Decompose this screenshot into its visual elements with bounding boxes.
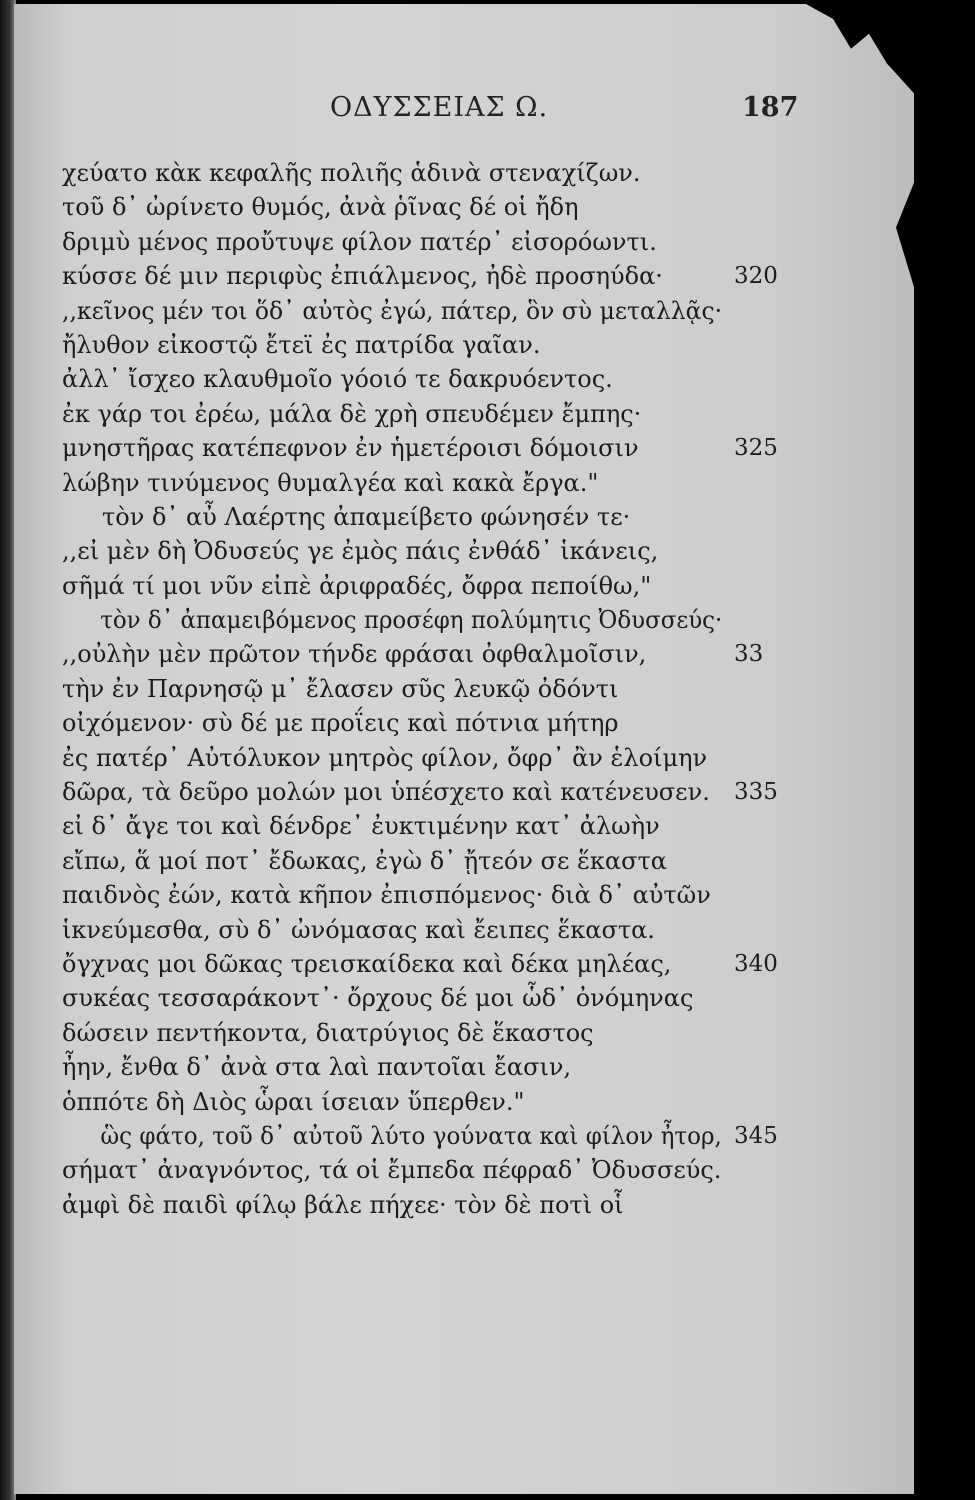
- line-number: 345: [734, 1122, 778, 1149]
- verse-text: ὁππότε δὴ Διὸς ὧραι ίσειαν ὕπερθεν.": [62, 1087, 525, 1116]
- line-number: 340: [734, 950, 778, 977]
- verse-line: [62, 466, 802, 500]
- verse-text: ἱκνεύμεσθα, σὺ δ᾽ ὠνόμασας καὶ ἔειπες ἕκαστα.: [62, 915, 655, 944]
- verse-line: [62, 1050, 802, 1084]
- verse-line: [62, 1085, 802, 1119]
- verse-line: [62, 775, 802, 809]
- verse-text: εἴπω, ἅ μοί ποτ᾽ ἔδωκας, ἐγὼ δ᾽ ᾔτεόν σε ἕκαστα: [62, 846, 667, 875]
- verse-line: [62, 569, 802, 603]
- verse-line: [62, 1016, 802, 1050]
- verse-text: ἐκ γάρ τοι ἐρέω, μάλα δὲ χρὴ σπευδέμεν ἔμπης·: [62, 399, 642, 428]
- verse-line: [62, 741, 802, 775]
- verse-line: [62, 397, 802, 431]
- verse-line: [62, 225, 802, 259]
- verse-text: δριμὺ μένος προὔτυψε φίλον πατέρ᾽ εἰσορόωντι.: [62, 227, 657, 256]
- verse-text: ἀμφὶ δὲ παιδὶ φίλῳ βάλε πήχεε· τὸν δὲ ποτὶ οἷ: [62, 1190, 624, 1219]
- verse-line: [62, 328, 802, 362]
- verse-text: τοῦ δ᾽ ὠρίνετο θυμός, ἀνὰ ῥῖνας δέ οἱ ἤδη: [62, 193, 579, 222]
- verse-line: [62, 878, 802, 912]
- verse-text: τὴν ἐν Παρνησῷ μ᾽ ἔλασεν σῦς λευκῷ ὀδόντι: [62, 674, 619, 703]
- verse-line: [62, 362, 802, 396]
- book-binding-edge: [0, 0, 16, 1500]
- verse-line: [62, 603, 802, 637]
- verse-line: [62, 844, 802, 878]
- verse-line: [62, 809, 802, 843]
- verse-text: ἀλλ᾽ ἴσχεο κλαυθμοῖο γόοιό τε δακρυόεντος.: [62, 365, 613, 394]
- verse-text: ,,οὐλὴν μὲν πρῶτον τήνδε φράσαι ὀφθαλμοῖσιν,: [62, 640, 647, 669]
- verse-text: παιδνὸς ἐών, κατὰ κῆπον ἐπισπόμενος· διὰ δ᾽ αὐτῶν: [62, 881, 711, 910]
- verse-text-block: [62, 156, 802, 1222]
- verse-line: [62, 156, 802, 190]
- line-number: 325: [734, 435, 778, 462]
- verse-text: σήματ᾽ ἀναγνόντος, τά οἱ ἔμπεδα πέφραδ᾽ Ὀδυσσεύς.: [62, 1156, 722, 1185]
- verse-text: ,,κεῖνος μέν τοι ὅδ᾽ αὐτὸς ἐγώ, πάτερ, ὃν σὺ μεταλλᾷς·: [62, 296, 723, 325]
- verse-text: ὣς φάτο, τοῦ δ᾽ αὐτοῦ λύτο γούνατα καὶ φίλον ἦτορ,: [100, 1121, 722, 1150]
- verse-line: [62, 981, 802, 1015]
- verse-text: εἰ δ᾽ ἄγε τοι καὶ δένδρε᾽ ἐυκτιμένην κατ᾽ ἀλωὴν: [62, 812, 660, 841]
- verse-line: [62, 1188, 802, 1222]
- verse-line: [62, 259, 802, 293]
- verse-text: ἤλυθον εἰκοστῷ ἔτεϊ ἐς πατρίδα γαῖαν.: [62, 330, 541, 359]
- verse-text: τὸν δ᾽ αὖ Λαέρτης ἀπαμείβετο φώνησέν τε·: [102, 502, 631, 531]
- verse-line: [62, 913, 802, 947]
- verse-line: [62, 294, 802, 328]
- verse-line: [62, 500, 802, 534]
- verse-line: [62, 706, 802, 740]
- verse-line: [62, 947, 802, 981]
- verse-text: ὄγχνας μοι δῶκας τρεισκαίδεκα καὶ δέκα μηλέας,: [62, 949, 672, 978]
- verse-text: ἐς πατέρ᾽ Αὐτόλυκον μητρὸς φίλον, ὄφρ᾽ ἂν ἑλοίμην: [62, 743, 708, 772]
- verse-line: [62, 1119, 802, 1153]
- verse-text: ,,εἰ μὲν δὴ Ὀδυσεύς γε ἐμὸς πάις ἐνθάδ᾽ ἱκάνεις,: [62, 537, 659, 566]
- verse-line: [62, 190, 802, 224]
- page-header: [0, 92, 975, 132]
- verse-line: [62, 431, 802, 465]
- verse-text: δῶρα, τὰ δεῦρο μολών μοι ὑπέσχετο καὶ κατένευσεν.: [62, 778, 710, 807]
- verse-text: λώβην τινύμενος θυμαλγέα καὶ κακὰ ἔργα.": [62, 468, 599, 497]
- verse-text: συκέας τεσσαράκοντ᾽· ὄρχους δέ μοι ὧδ᾽ ὀνόμηνας: [62, 984, 694, 1013]
- line-number: 335: [734, 779, 778, 806]
- verse-line: [62, 534, 802, 568]
- verse-text: τὸν δ᾽ ἀπαμειβόμενος προσέφη πολύμητις Ὀδυσσεύς·: [100, 606, 723, 635]
- verse-text: δώσειν πεντήκοντα, διατρύγιος δὲ ἕκαστος: [62, 1018, 594, 1047]
- verse-text: κύσσε δέ μιν περιφὺς ἐπιάλμενος, ἠδὲ προσηύδα·: [62, 262, 663, 291]
- verse-text: ἦην, ἔνθα δ᾽ ἀνὰ στα λαὶ παντοῖαι ἔασιν,: [62, 1053, 572, 1082]
- running-title: ΟΔΥΣΣΕΙΑΣ Ω.: [330, 92, 549, 123]
- line-number: 33: [734, 641, 764, 668]
- verse-text: μνηστῆρας κατέπεφνον ἐν ἡμετέροισι δόμοισιν: [62, 434, 639, 463]
- verse-line: [62, 1153, 802, 1187]
- verse-line: [62, 637, 802, 671]
- verse-text: σῆμά τί μοι νῦν εἰπὲ ἀριφραδές, ὄφρα πεποίθω,": [62, 571, 652, 600]
- verse-text: χεύατο κὰκ κεφαλῆς πολιῆς ἁδινὰ στεναχίζων.: [62, 159, 641, 187]
- line-number: 320: [734, 263, 778, 290]
- verse-text: οἰχόμενον· σὺ δέ με προΐεις καὶ πότνια μήτηρ: [62, 709, 619, 738]
- verse-line: [62, 672, 802, 706]
- page-number: 187: [742, 92, 799, 123]
